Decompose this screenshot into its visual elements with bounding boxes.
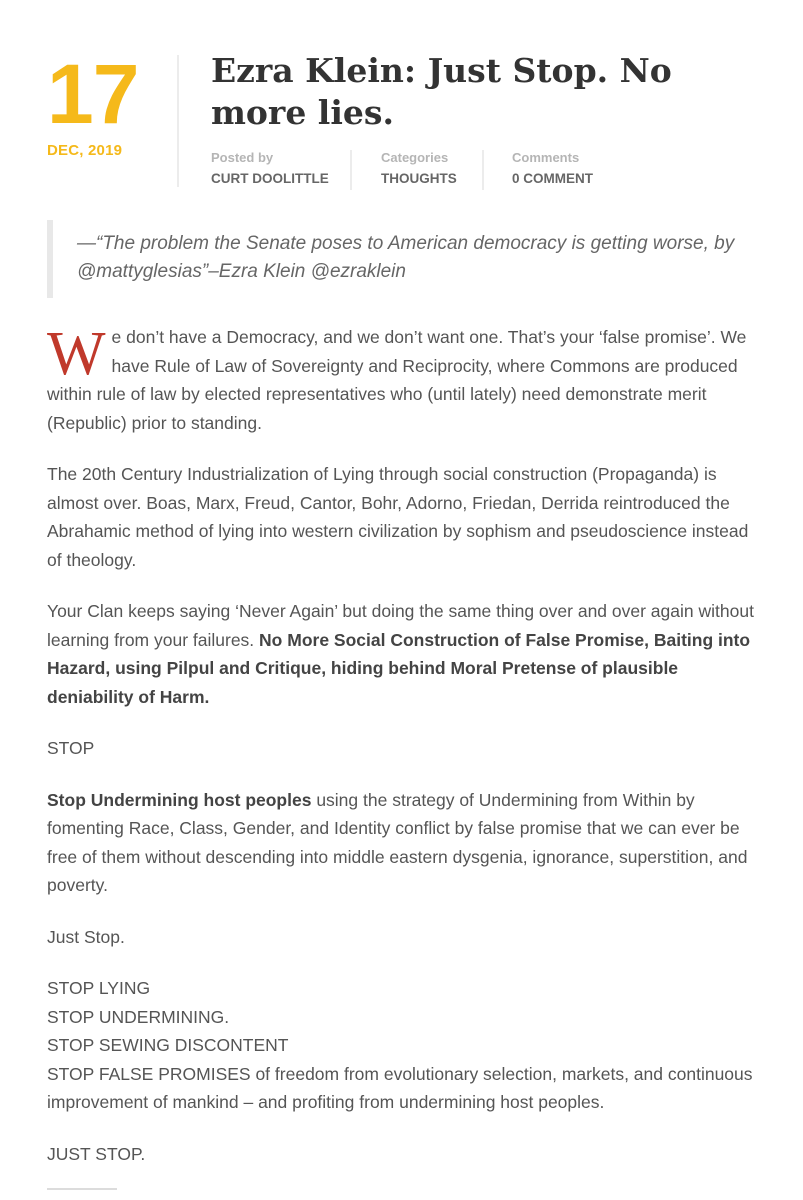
category-link[interactable]: THOUGHTS [381,171,457,186]
bold-text: No More Social Construction of False Promise, Baiting into Hazard, using Pilpul and Critique, hiding behind Moral Pretense of plausible deniability of Harm. [47,629,751,707]
author-link[interactable]: CURT DOOLITTLE [211,171,329,186]
content-end-rule [47,1188,117,1190]
bold-text: Stop Undermining host peoples [47,789,312,810]
paragraph-text: Your Clan keeps saying ‘Never Again’ but doing the same thing over and over again without learning from your failures. [47,601,754,650]
line: STOP UNDERMINING. [47,1006,230,1027]
paragraph: The 20th Century Industrialization of Lying through social construction (Propaganda) is almost over. Boas, Marx, Freud, Cantor, Bohr, Adorno, Friedan, Derrida reintroduced the Abrahamic method of lying into western civilization by sophism and pseudoscience instead of theology. [47,464,749,570]
paragraph: Just Stop. [47,926,125,947]
line: STOP FALSE PROMISES of freedom from evolutionary selection, markets, and continuous improvement of mankind – and profiting from undermining host peoples. [47,1063,753,1112]
post-date-month-year: DEC, 2019 [47,142,123,159]
meta-divider [482,150,484,190]
drop-cap: W [47,320,106,388]
post-blockquote: —“The problem the Senate poses to American democracy is getting worse, by @mattyglesias”–Ezra Klein @ezraklein [47,220,757,298]
meta-divider [350,150,352,190]
paragraph: STOP [47,738,95,758]
post-title[interactable]: Ezra Klein: Just Stop. No more lies. [211,51,672,132]
comments-link[interactable]: 0 COMMENT [512,171,593,186]
paragraph: JUST STOP. [47,1143,146,1164]
post-date-day: 17 [47,47,139,141]
meta-categories [381,150,457,186]
post-content [47,320,762,1191]
paragraph [47,597,762,711]
paragraph-text: using the strategy of Undermining from Within by fomenting Race, Class, Gender, and Identity conflict by false promise that we can ever be free of them without descending into middle eastern dysgenia, ignorance, superstition, and poverty. [47,789,748,895]
line: STOP SEWING DISCONTENT [47,1035,289,1055]
line: STOP LYING [47,978,151,998]
meta-comments-label: Comments [512,150,580,165]
meta-comments [512,150,593,186]
paragraph [47,320,762,437]
paragraph [47,974,762,1117]
paragraph-text: e don’t have a Democracy, and we don’t want one. That’s your ‘false promise’. We have Rule of Law of Sovereignty and Reciprocity, where Commons are produced within rule of law by elected representatives who (until lately) need demonstrate merit (Republic) prior to standing. [47,327,747,433]
header-divider [177,55,179,187]
post-date [47,47,157,159]
meta-categories-label: Categories [381,150,449,165]
meta-posted-by-label: Posted by [211,150,274,165]
meta-posted-by [211,150,329,186]
paragraph [47,786,762,900]
